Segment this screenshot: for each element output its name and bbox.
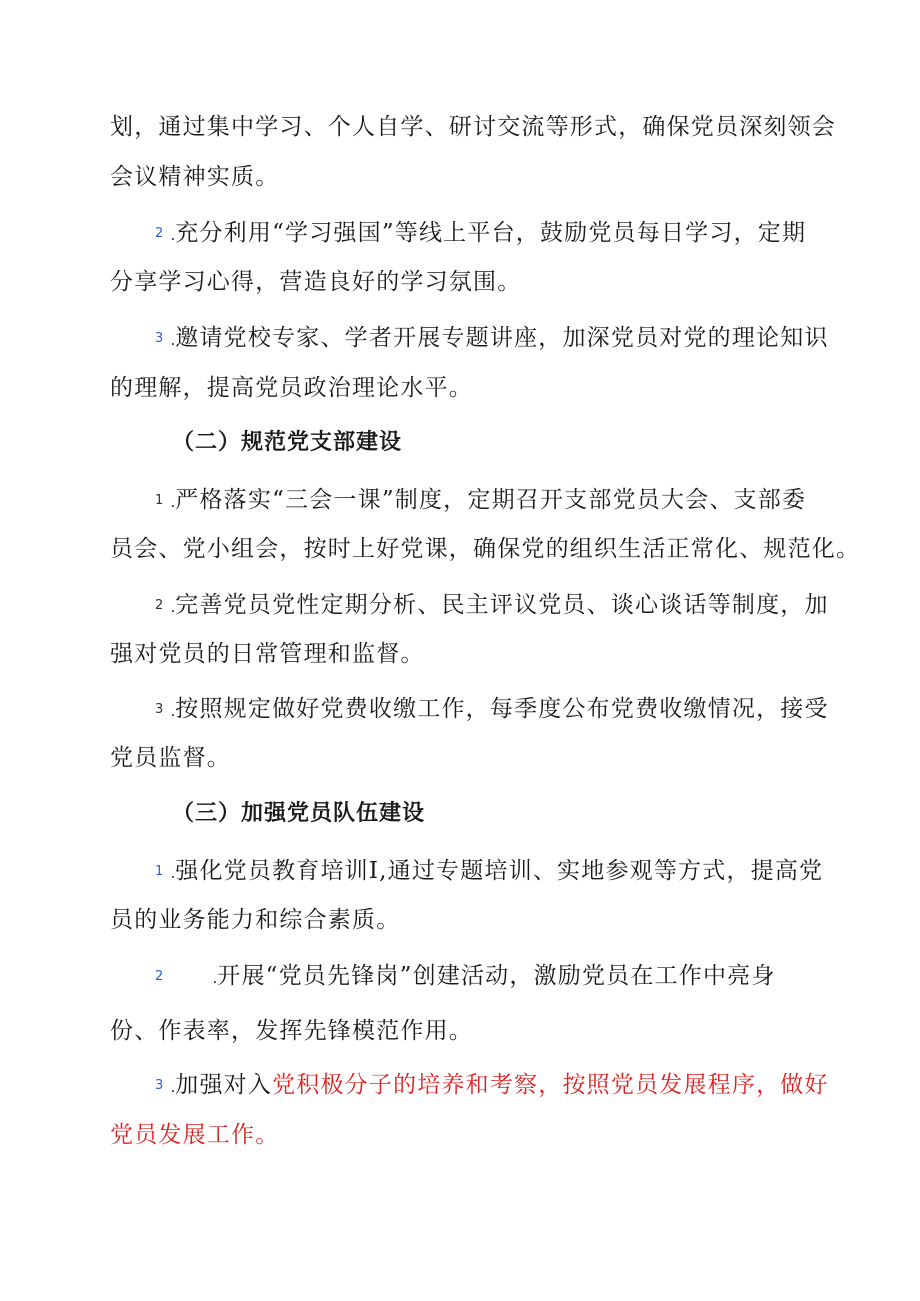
paragraph-line: 党员监督。 (110, 745, 231, 771)
list-number: 2 (155, 226, 165, 241)
paragraph-line: 划，通过集中学习、个人自学、研讨交流等形式，确保党员深刻领会 (110, 114, 836, 140)
list-dot: . (170, 702, 176, 720)
list-item-text: 强化党员教育培训I,通过专题培训、实地参观等方式，提高党 (175, 858, 824, 884)
paragraph-line: 的理解，提高党员政治理论水平。 (110, 375, 473, 401)
list-dot: . (170, 493, 176, 511)
list-number: 1 (155, 864, 165, 879)
section-heading: （三）加强党员队伍建设 (172, 801, 426, 826)
paragraph-line: 强对党员的日常管理和监督。 (110, 641, 425, 667)
paragraph-line: 份、作表率，发挥先锋模范作用。 (110, 1018, 473, 1044)
list-dot: . (170, 864, 176, 882)
list-item-text: 加强对入 (175, 1072, 273, 1098)
section-heading: （二）规范党支部建设 (172, 430, 403, 455)
list-number: 2 (155, 598, 165, 613)
list-item-text: 严格落实“三会一课”制度，定期召开支部党员大会、支部委 (175, 487, 807, 513)
paragraph-line: 分享学习心得，营造良好的学习氛围。 (110, 269, 522, 295)
list-item-text: 完善党员党性定期分析、民主评议党员、谈心谈话等制度，加 (175, 592, 829, 618)
list-dot: . (170, 226, 176, 244)
list-dot: . (170, 1078, 176, 1096)
list-item (155, 961, 776, 993)
list-item-text: 充分利用“学习强国”等线上平台，鼓励党员每日学习，定期 (175, 220, 807, 246)
list-number: 1 (155, 493, 165, 508)
list-item (155, 590, 829, 622)
list-item-text: 开展“党员先锋岗”创建活动，激励党员在工作中亮身 (217, 963, 776, 989)
list-item (155, 323, 829, 355)
paragraph-line: 会议精神实质。 (110, 164, 280, 190)
list-item (155, 1070, 829, 1102)
list-item-text: 按照规定做好党费收缴工作，每季度公布党费收缴情况，接受 (175, 696, 829, 722)
list-item (155, 694, 829, 726)
paragraph-line: 员的业务能力和综合素质。 (110, 907, 401, 933)
list-number: 3 (155, 1078, 165, 1093)
list-dot: . (170, 331, 176, 349)
list-item (155, 856, 823, 888)
highlighted-text: 党员发展工作。 (110, 1122, 280, 1148)
list-item (155, 485, 806, 517)
highlighted-text: 党积极分子的培养和考察，按照党员发展程序，做好 (272, 1072, 829, 1098)
list-number: 3 (155, 702, 165, 717)
list-item (155, 218, 806, 250)
list-number: 3 (155, 331, 165, 346)
paragraph-line: 员会、党小组会，按时上好党课，确保党的组织生活正常化、规范化。 (110, 536, 861, 562)
list-dot: . (170, 598, 176, 616)
list-number: 2 (155, 969, 165, 984)
list-dot: . (212, 969, 218, 987)
list-item-text: 邀请党校专家、学者开展专题讲座，加深党员对党的理论知识 (175, 325, 829, 351)
